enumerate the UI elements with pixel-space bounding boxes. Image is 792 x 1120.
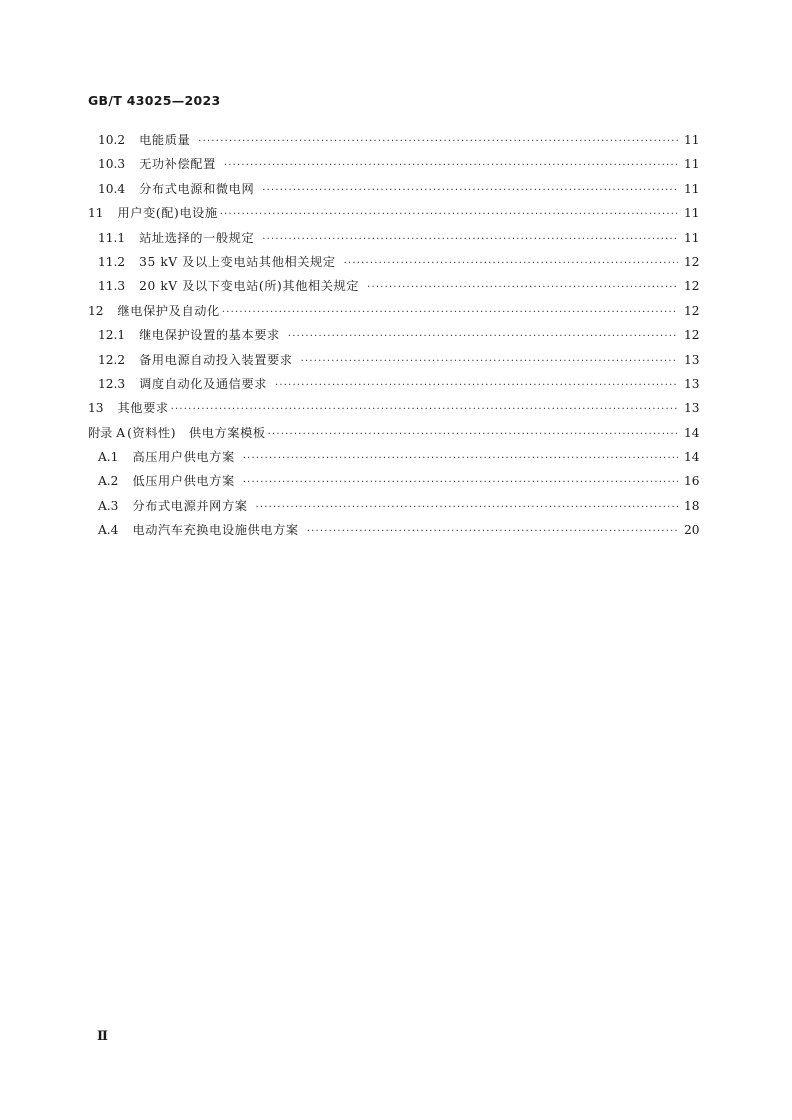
toc-entry-title: 35 kV 及以上变电站其他相关规定 bbox=[139, 254, 336, 269]
toc-entry-page: 16 bbox=[684, 474, 700, 489]
toc-dot-leader bbox=[367, 276, 678, 300]
toc-dot-leader bbox=[262, 179, 678, 203]
toc-dot-leader bbox=[301, 350, 678, 374]
toc-dot-leader bbox=[243, 447, 678, 471]
toc-dot-leader bbox=[224, 154, 678, 178]
toc-entry-11-2[interactable] bbox=[88, 250, 698, 274]
toc-dot-leader bbox=[256, 496, 678, 520]
toc-entry-12[interactable] bbox=[88, 299, 698, 323]
toc-entry-number: 12 bbox=[88, 303, 104, 318]
toc-entry-number: 10.2 bbox=[98, 133, 126, 147]
toc-entry-10-3[interactable] bbox=[88, 152, 698, 176]
toc-entry-12-1[interactable] bbox=[88, 323, 698, 347]
toc-entry-number: 10.4 bbox=[98, 181, 126, 196]
toc-entry-page: 11 bbox=[684, 206, 700, 221]
toc-entry-a-4[interactable] bbox=[88, 518, 698, 542]
toc-dot-leader bbox=[220, 203, 678, 227]
toc-entry-number: A.1 bbox=[98, 450, 119, 465]
toc-entry-title: 20 kV 及以下变电站(所)其他相关规定 bbox=[139, 279, 360, 294]
toc-entry-title: 电能质量 bbox=[139, 133, 191, 147]
toc-entry-title: 继电保护及自动化 bbox=[117, 303, 220, 318]
toc-entry-number: 12.2 bbox=[98, 352, 126, 367]
toc-entry-title: 分布式电源并网方案 bbox=[132, 498, 248, 513]
toc-entry-page: 13 bbox=[684, 401, 700, 416]
toc-entry-page: 11 bbox=[684, 157, 700, 172]
page-number: Ⅱ bbox=[97, 1029, 108, 1044]
standard-number: GB/T 43025—2023 bbox=[88, 93, 221, 108]
toc-entry-page: 12 bbox=[684, 254, 700, 269]
toc-entry-number: A.4 bbox=[98, 523, 119, 538]
toc-entry-page: 14 bbox=[684, 425, 700, 440]
toc-entry-number: 11.2 bbox=[98, 254, 126, 269]
toc-entry-page: 12 bbox=[684, 279, 700, 294]
toc-entry-number: 13 bbox=[88, 401, 104, 416]
toc-entry-page: 18 bbox=[684, 498, 700, 513]
toc-entry-number: 附录 A bbox=[88, 425, 126, 440]
toc-entry-13[interactable] bbox=[88, 396, 698, 420]
toc-dot-leader bbox=[198, 130, 678, 154]
toc-dot-leader bbox=[171, 398, 678, 422]
toc-entry-title: 电动汽车充换电设施供电方案 bbox=[132, 523, 299, 538]
toc-entry-title: 用户变(配)电设施 bbox=[117, 206, 218, 221]
toc-entry-page: 20 bbox=[684, 523, 700, 538]
toc-entry-title: 低压用户供电方案 bbox=[132, 474, 235, 489]
toc-entry-a-2[interactable] bbox=[88, 469, 698, 493]
toc-entry-page: 12 bbox=[684, 303, 700, 318]
toc-entry-12-3[interactable] bbox=[88, 372, 698, 396]
toc-entry-10-2[interactable] bbox=[88, 128, 698, 152]
toc-entry-11-3[interactable] bbox=[88, 274, 698, 298]
toc-entry-page: 13 bbox=[684, 352, 700, 367]
toc-entry-page: 14 bbox=[684, 450, 700, 465]
toc-dot-leader bbox=[262, 228, 678, 252]
toc-entry-page: 13 bbox=[684, 376, 700, 391]
toc-entry-title: (资料性) 供电方案模板 bbox=[127, 425, 266, 440]
toc-entry-title: 无功补偿配置 bbox=[139, 157, 216, 172]
toc-dot-leader bbox=[222, 301, 678, 325]
toc-dot-leader bbox=[268, 423, 678, 447]
toc-dot-leader bbox=[344, 252, 678, 276]
toc-entry-number: 11 bbox=[88, 206, 104, 221]
toc-entry-page: 11 bbox=[684, 133, 700, 147]
toc-entry-title: 调度自动化及通信要求 bbox=[139, 376, 268, 391]
toc-entry-page: 11 bbox=[684, 230, 700, 245]
toc-entry-number: A.2 bbox=[98, 474, 119, 489]
toc-entry-a-1[interactable] bbox=[88, 445, 698, 469]
toc-dot-leader bbox=[288, 325, 678, 349]
toc-dot-leader bbox=[275, 374, 678, 398]
toc-entry-page: 12 bbox=[684, 328, 700, 343]
toc-entry-title: 继电保护设置的基本要求 bbox=[139, 328, 280, 343]
toc-entry-title: 站址选择的一般规定 bbox=[139, 230, 255, 245]
toc-entry-number: A.3 bbox=[98, 498, 119, 513]
toc-entry-title: 高压用户供电方案 bbox=[132, 450, 235, 465]
toc-entry-number: 12.1 bbox=[98, 328, 126, 343]
toc-entry-number: 11.3 bbox=[98, 279, 126, 294]
toc-entry-11-1[interactable] bbox=[88, 226, 698, 250]
toc-entry-12-2[interactable] bbox=[88, 348, 698, 372]
toc-entry-title: 其他要求 bbox=[117, 401, 169, 416]
toc-entry-number: 11.1 bbox=[98, 230, 126, 245]
toc-entry-a-3[interactable] bbox=[88, 494, 698, 518]
toc-entry-title: 分布式电源和微电网 bbox=[139, 181, 255, 196]
toc-entry-page: 11 bbox=[684, 181, 700, 196]
toc-dot-leader bbox=[307, 520, 678, 544]
toc-entry-10-4[interactable] bbox=[88, 177, 698, 201]
toc-entry-title: 备用电源自动投入装置要求 bbox=[139, 352, 293, 367]
toc-entry-appendix-a[interactable] bbox=[88, 421, 698, 445]
toc-entry-number: 10.3 bbox=[98, 157, 126, 172]
toc-entry-number: 12.3 bbox=[98, 376, 126, 391]
toc-entry-11[interactable] bbox=[88, 201, 698, 225]
toc-dot-leader bbox=[243, 471, 678, 495]
table-of-contents bbox=[88, 128, 698, 543]
